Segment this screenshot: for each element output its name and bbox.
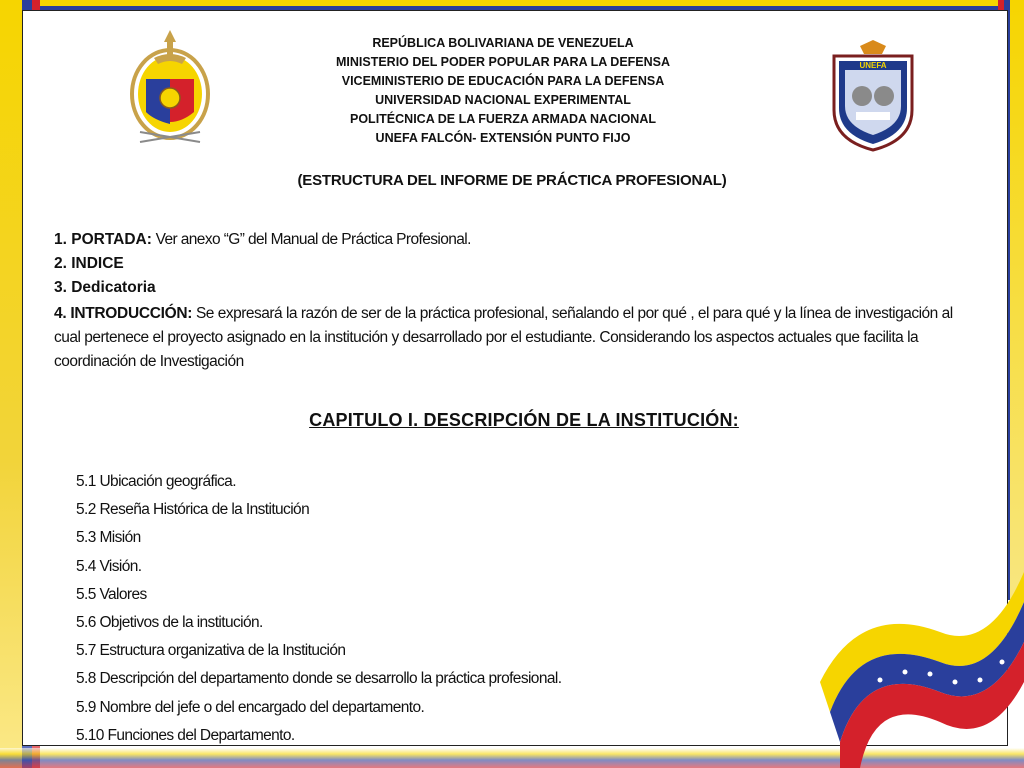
section-indice — [54, 252, 974, 276]
list-item: 5.2 Reseña Histórica de la Institución — [76, 501, 310, 519]
section-dedicatoria — [54, 276, 974, 300]
unefa-shield-icon — [830, 40, 916, 152]
document-title: (ESTRUCTURA DEL INFORME DE PRÁCTICA PROFESIONAL) — [297, 172, 727, 189]
section-label: 1. PORTADA: — [54, 231, 152, 248]
flag-ribbon-left-yellow — [0, 0, 22, 768]
section-text: Ver anexo “G” del Manual de Práctica Profesional. — [151, 231, 471, 248]
header-line: UNEFA FALCÓN- EXTENSIÓN PUNTO FIJO — [375, 131, 631, 145]
unefa-logo-text: UNEFA — [859, 61, 887, 70]
list-item: 5.7 Estructura organizativa de la Institución — [76, 642, 346, 660]
section-label: 3. Dedicatoria — [54, 279, 156, 296]
section-text: Se expresará la razón de ser de la práctica profesional, señalando el por qué , el para qué y la línea de investigación al cual pertenece el proyecto asignado en la institución y desarrollado por el estudiante. Considerando los aspectos actuales que facilita la coordinación de Investigación — [54, 305, 953, 370]
list-item: 5.8 Descripción del departamento donde se desarrollo la práctica profesional. — [76, 670, 562, 688]
chapter-title: CAPITULO I. DESCRIPCIÓN DE LA INSTITUCIÓN: — [309, 410, 739, 430]
list-item: 5.6 Objetivos de la institución. — [76, 613, 263, 631]
header-line: POLITÉCNICA DE LA FUERZA ARMADA NACIONAL — [350, 112, 656, 126]
header-line: REPÚBLICA BOLIVARIANA DE VENEZUELA — [372, 36, 634, 50]
section-introduccion — [54, 302, 974, 374]
section-label: 2. INDICE — [54, 255, 124, 272]
chapter-items — [76, 468, 776, 750]
header-line: MINISTERIO DEL PODER POPULAR PARA LA DEFENSA — [335, 55, 671, 69]
list-item: 5.1 Ubicación geográfica. — [76, 473, 236, 490]
coat-of-arms-icon — [124, 24, 216, 154]
section-portada — [54, 228, 974, 252]
header-line: VICEMINISTERIO DE EDUCACIÓN PARA LA DEFENSA — [341, 74, 665, 88]
venezuela-flag-wave-icon — [820, 562, 1024, 768]
list-item: 5.10 Funciones del Departamento. — [76, 726, 295, 744]
list-item: 5.9 Nombre del jefe o del encargado del departamento. — [76, 698, 425, 716]
list-item: 5.3 Misión — [76, 529, 141, 547]
list-item: 5.4 Visión. — [76, 557, 142, 575]
list-item: 5.5 Valores — [76, 585, 147, 603]
institution-header — [300, 34, 706, 148]
header-line: UNIVERSIDAD NACIONAL EXPERIMENTAL — [375, 93, 631, 107]
section-label: 4. INTRODUCCIÓN: — [54, 305, 193, 322]
sections-list — [54, 228, 974, 374]
flag-ribbon-right-yellow — [1010, 0, 1024, 600]
